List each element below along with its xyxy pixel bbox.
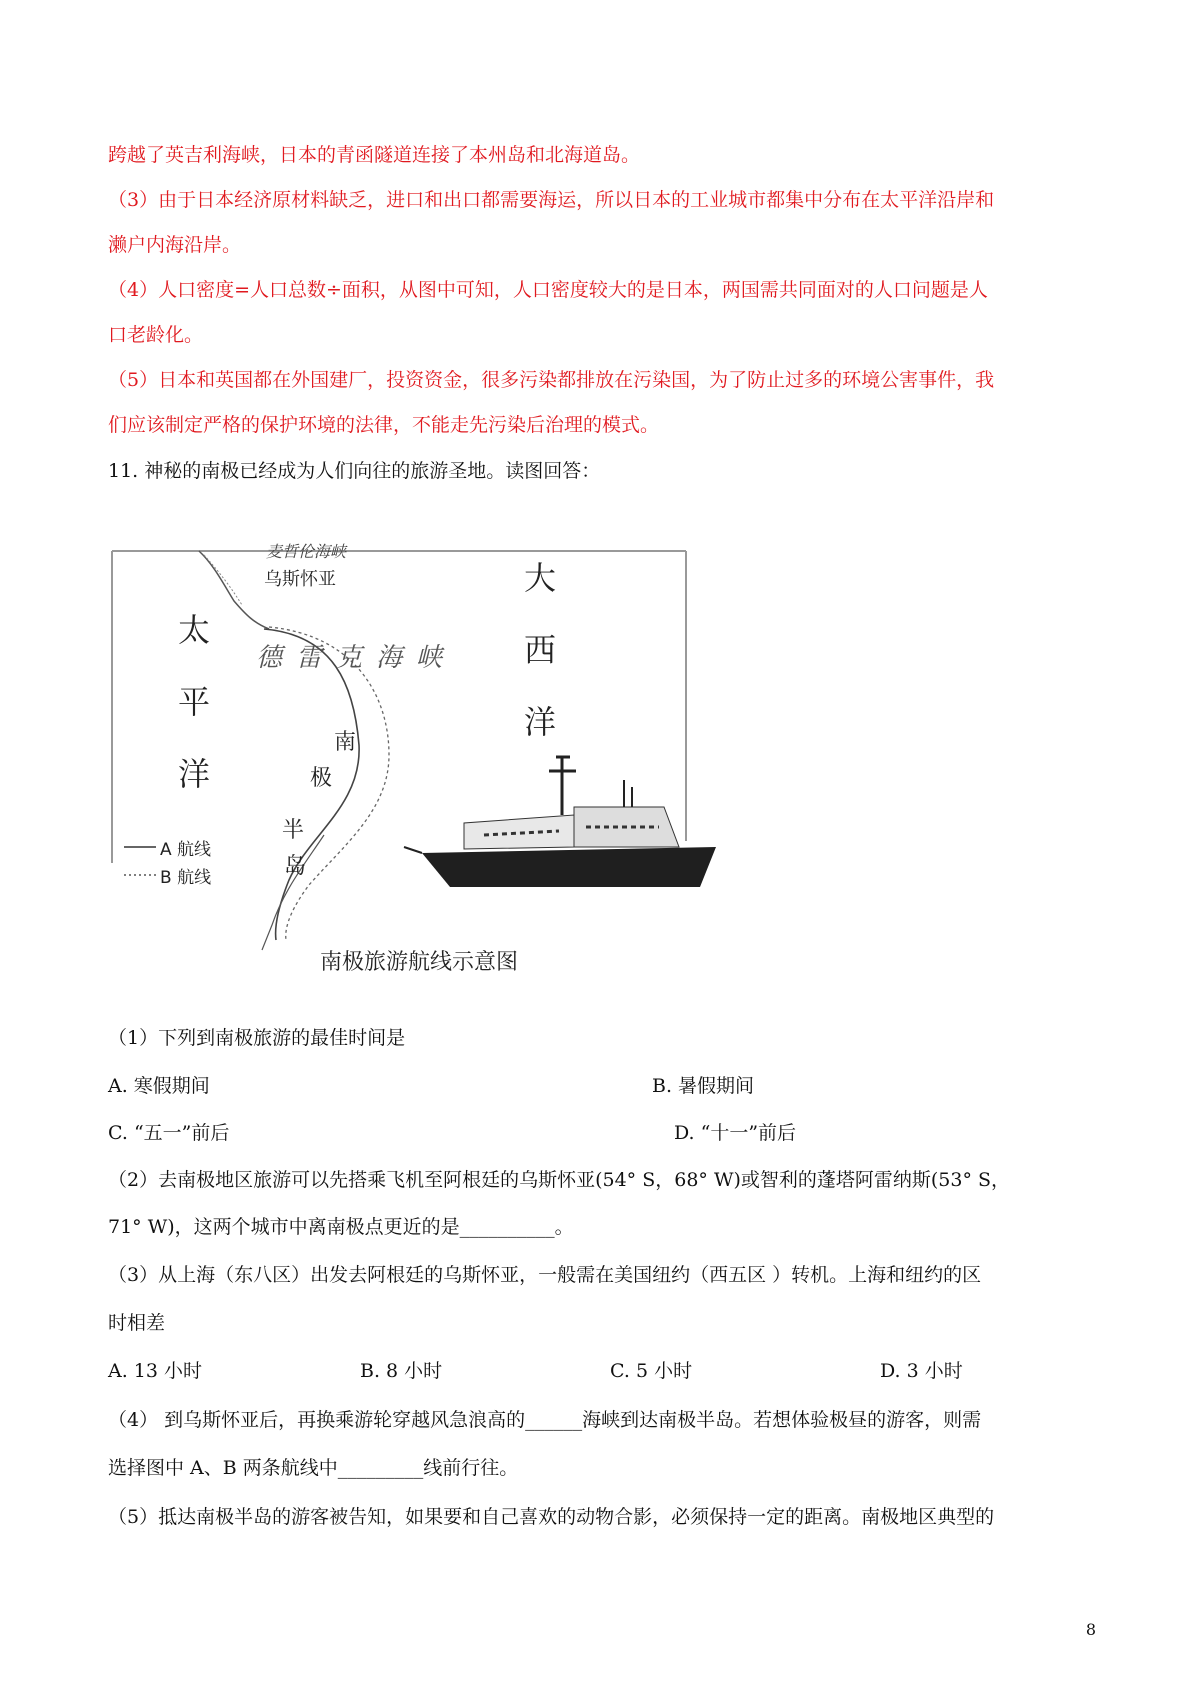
question-5-line-1: （5）抵达南极半岛的游客被告知，如果要和自己喜欢的动物合影，必须保持一定的距离。南极地区典型的: [108, 1506, 995, 1528]
q1-option-d: D. “十一”前后: [674, 1122, 797, 1144]
q3-option-a: A. 13 小时: [108, 1360, 203, 1382]
atlantic-ocean-label: 大 西 洋: [523, 559, 556, 741]
peninsula-label-2: 极: [310, 766, 333, 791]
question-2-line-1: （2）去南极地区旅游可以先搭乘飞机至阿根廷的乌斯怀亚(54° S，68° W)或智利的蓬塔阿雷纳斯(53° S，: [108, 1169, 1011, 1191]
q1-option-b: B. 暑假期间: [652, 1075, 755, 1097]
question-3-line-2: 时相差: [108, 1312, 166, 1334]
question-2-line-2: 71° W)，这两个城市中离南极点更近的是__________。: [108, 1216, 574, 1238]
q3-option-b: B. 8 小时: [360, 1360, 443, 1382]
answer-line-6: （5）日本和英国都在外国建厂，投资资金，很多污染都排放在污染国，为了防止过多的环境公害事件，我: [108, 369, 995, 391]
antarctic-route-map: [104, 542, 762, 983]
q1-option-c: C. “五一”前后: [108, 1122, 230, 1144]
question-title: 11. 神秘的南极已经成为人们向往的旅游圣地。读图回答：: [108, 460, 601, 482]
question-4-line-1: （4） 到乌斯怀亚后，再换乘游轮穿越风急浪高的______海峡到达南极半岛。若想体验极昼的游客，则需: [108, 1409, 982, 1431]
page-number: 8: [1085, 1620, 1096, 1639]
q3-option-d: D. 3 小时: [880, 1360, 963, 1382]
legend-route-b: B 航线: [160, 868, 212, 888]
answer-line-4: （4）人口密度=人口总数÷面积，从图中可知，人口密度较大的是日本，两国需共同面对的人口问题是人: [108, 279, 988, 301]
peninsula-label-3: 半: [282, 818, 305, 843]
pacific-ocean-label: 太 平 洋: [177, 611, 210, 793]
answer-line-7: 们应该制定严格的保护环境的法律，不能走先污染后治理的模式。: [108, 414, 660, 436]
peninsula-label-4: 岛: [284, 854, 307, 879]
peninsula-label-1: 南: [334, 730, 357, 755]
question-3-line-1: （3）从上海（东八区）出发去阿根廷的乌斯怀亚，一般需在美国纽约（西五区 ）转机。上海和纽约的区: [108, 1264, 982, 1286]
ushuaia-label: 乌斯怀亚: [264, 569, 336, 590]
q3-option-c: C. 5 小时: [610, 1360, 693, 1382]
answer-line-1: 跨越了英吉利海峡，日本的青函隧道连接了本州岛和北海道岛。: [108, 144, 641, 166]
magellan-strait-label: 麦哲伦海峡: [266, 542, 347, 561]
q1-option-a: A. 寒假期间: [108, 1075, 210, 1097]
question-1: （1）下列到南极旅游的最佳时间是: [108, 1027, 406, 1049]
answer-line-3: 濑户内海沿岸。: [108, 234, 242, 256]
answer-line-5: 口老龄化。: [108, 324, 204, 346]
drake-passage-label: 德雷克海峡: [256, 643, 457, 673]
legend-route-a: A 航线: [160, 840, 212, 860]
answer-line-2: （3）由于日本经济原材料缺乏，进口和出口都需要海运，所以日本的工业城市都集中分布在太平洋沿岸和: [108, 189, 995, 211]
map-caption: 南极旅游航线示意图: [320, 950, 519, 975]
question-4-line-2: 选择图中 A、B 两条航线中_________线前行往。: [108, 1457, 519, 1479]
